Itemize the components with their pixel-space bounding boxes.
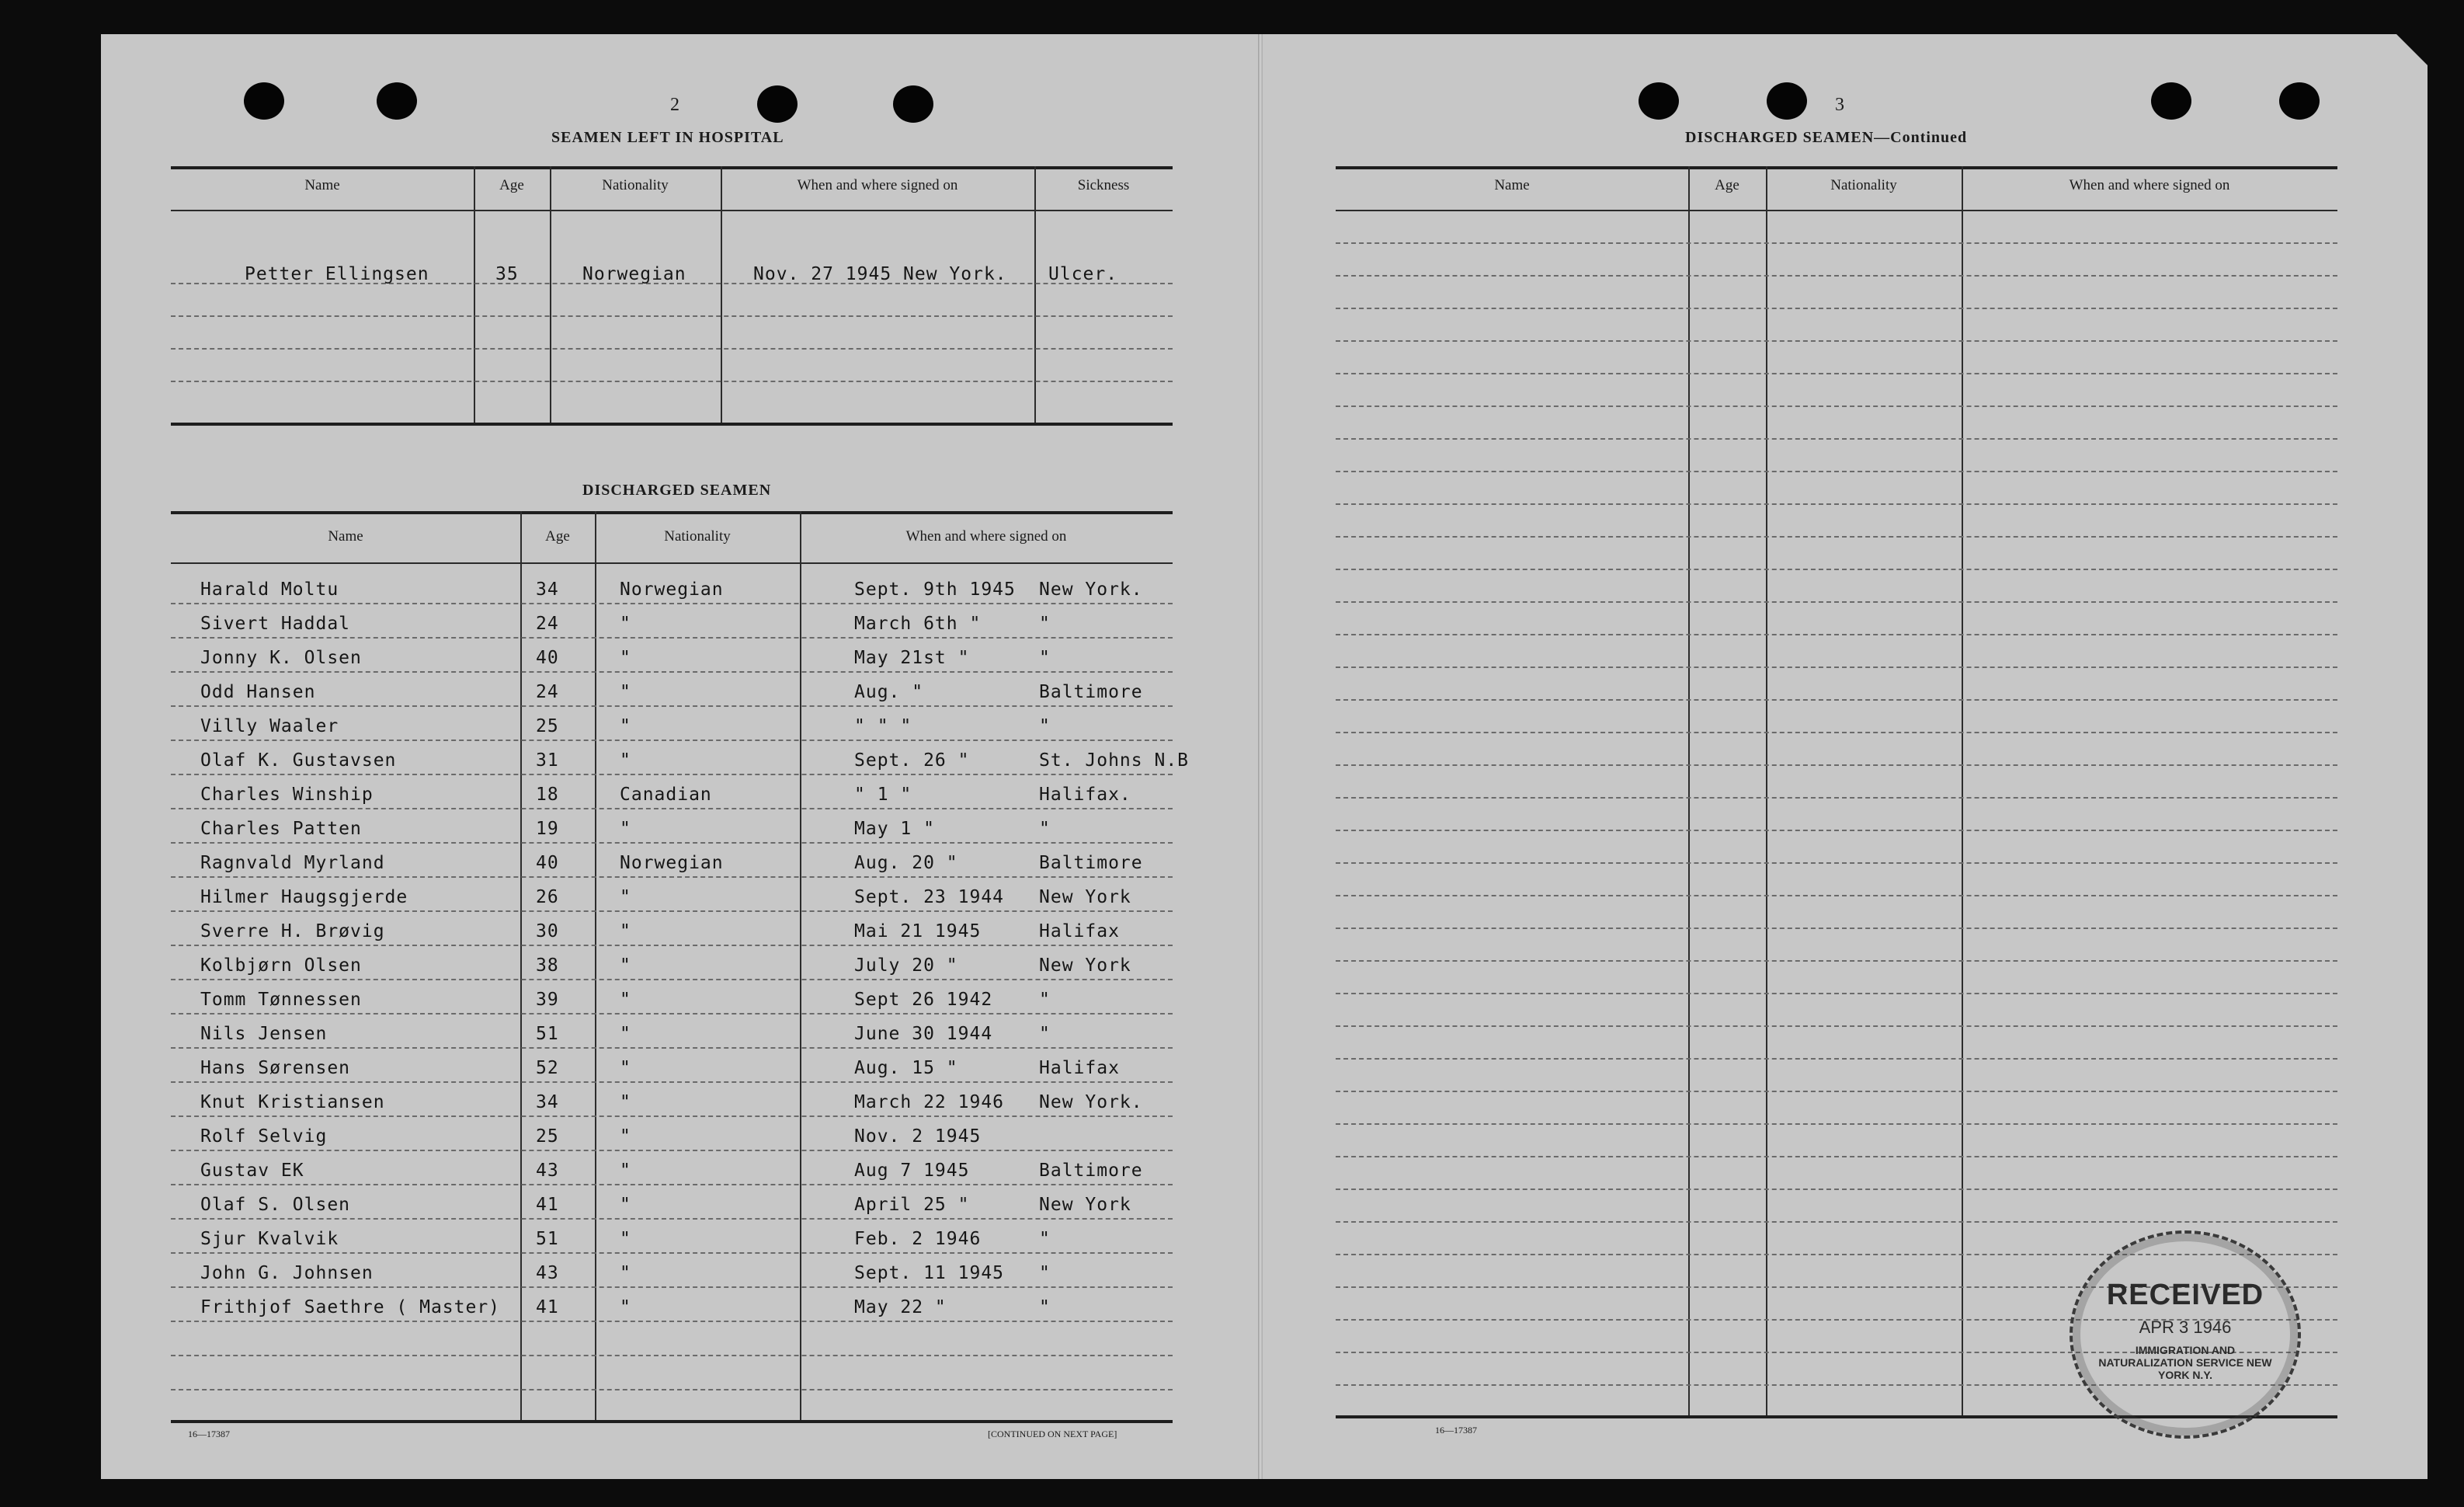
row-rule (171, 910, 1173, 912)
row-rule (171, 1355, 1173, 1356)
row-rule (1336, 634, 2337, 635)
row-name: Rolf Selvig (200, 1126, 328, 1147)
row-signed-on-place: " (1039, 1024, 1051, 1044)
row-name: Charles Winship (200, 785, 374, 805)
row-rule (171, 876, 1173, 878)
row-name: Charles Patten (200, 819, 362, 839)
continued-note: [CONTINUED ON NEXT PAGE] (988, 1429, 1117, 1439)
row-rule (1336, 1091, 2337, 1092)
row-nationality: " (620, 887, 631, 907)
row-rule (1336, 830, 2337, 831)
row-rule (171, 671, 1173, 673)
row-age: 39 (536, 990, 559, 1010)
row-age: 41 (536, 1195, 559, 1215)
row-signed-on-date: Sept. 23 1944 (854, 887, 1005, 907)
row-rule (1336, 242, 2337, 244)
row-rule (1336, 1221, 2337, 1223)
row-rule (1336, 438, 2337, 440)
row-signed-on-date: Aug. " (854, 682, 924, 702)
row-signed-on-place: Baltimore (1039, 682, 1143, 702)
row-rule (171, 1389, 1173, 1390)
row-signed-on-date: March 6th " (854, 614, 982, 634)
stamp-received-text: RECEIVED (2106, 1279, 2264, 1311)
row-rule (1336, 666, 2337, 668)
row-signed-on-date: " " " (854, 716, 912, 736)
row-nationality: " (620, 921, 631, 941)
row-age: 25 (536, 716, 559, 736)
row-signed-on-place: " (1039, 819, 1051, 839)
column-divider (1962, 166, 1963, 1415)
row-signed-on-date: Aug. 15 " (854, 1058, 958, 1078)
hospital-section-title: SEAMEN LEFT IN HOSPITAL (551, 129, 784, 146)
row-signed-on-place: " (1039, 1229, 1051, 1249)
row-rule (1336, 1058, 2337, 1060)
left-page (101, 34, 1258, 1479)
row-rule (171, 979, 1173, 980)
row-signed-on-date: Aug 7 1945 (854, 1161, 970, 1181)
rule (171, 1420, 1173, 1423)
row-age: 25 (536, 1126, 559, 1147)
row-rule (1336, 699, 2337, 701)
row-name: Tomm Tønnessen (200, 990, 362, 1010)
row-name: Hans Sørensen (200, 1058, 351, 1078)
rule (1336, 166, 2337, 169)
row-signed-on-date: Sept. 9th 1945 (854, 579, 1016, 600)
row-nationality: " (620, 682, 631, 702)
row-age: 24 (536, 614, 559, 634)
row-signed-on-place: New York. (1039, 579, 1143, 600)
row-signed-on-date: May 21st " (854, 648, 970, 668)
row-signed-on-place: Halifax. (1039, 785, 1131, 805)
row-rule (1336, 1189, 2337, 1190)
row-signed-on-place: " (1039, 1297, 1051, 1317)
rule (171, 166, 1173, 169)
row-rule (171, 1286, 1173, 1288)
row-nationality: " (620, 750, 631, 771)
row-signed-on-place: St. Johns N.B (1039, 750, 1190, 771)
discharged-continued-title: DISCHARGED SEAMEN—Continued (1685, 129, 1968, 146)
row-nationality: " (620, 1058, 631, 1078)
row-name: Frithjof Saethre ( Master) (200, 1297, 501, 1317)
row-rule (171, 740, 1173, 741)
row-name: Olaf S. Olsen (200, 1195, 351, 1215)
row-rule (171, 348, 1173, 350)
column-header-signed-on: When and where signed on (797, 177, 958, 193)
hospital-row-sickness: Ulcer. (1048, 264, 1118, 284)
row-signed-on-date: May 22 " (854, 1297, 947, 1317)
row-rule (1336, 1156, 2337, 1157)
row-rule (171, 842, 1173, 844)
row-signed-on-place: " (1039, 648, 1051, 668)
row-name: Sjur Kvalvik (200, 1229, 339, 1249)
row-signed-on-place: " (1039, 990, 1051, 1010)
row-rule (1336, 993, 2337, 994)
row-name: Olaf K. Gustavsen (200, 750, 397, 771)
row-signed-on-place: Halifax (1039, 921, 1120, 941)
row-rule (171, 1081, 1173, 1083)
row-signed-on-date: July 20 " (854, 955, 958, 976)
row-nationality: Canadian (620, 785, 712, 805)
row-age: 52 (536, 1058, 559, 1078)
row-age: 30 (536, 921, 559, 941)
column-header-nationality: Nationality (664, 528, 731, 545)
row-rule (1336, 732, 2337, 733)
row-nationality: " (620, 819, 631, 839)
row-age: 34 (536, 1092, 559, 1112)
row-signed-on-date: Feb. 2 1946 (854, 1229, 982, 1249)
form-number: 16—17387 (188, 1429, 230, 1439)
row-name: Kolbjørn Olsen (200, 955, 362, 976)
row-nationality: " (620, 716, 631, 736)
column-header-age: Age (545, 528, 570, 545)
row-rule (171, 1150, 1173, 1151)
row-rule (1336, 308, 2337, 309)
row-signed-on-place: New York. (1039, 1092, 1143, 1112)
row-nationality: Norwegian (620, 579, 724, 600)
row-name: Gustav EK (200, 1161, 304, 1181)
rule (171, 423, 1173, 426)
row-age: 31 (536, 750, 559, 771)
page-number: 3 (1835, 95, 1844, 115)
column-header-nationality: Nationality (1830, 177, 1897, 193)
column-header-signed-on: When and where signed on (905, 528, 1067, 545)
row-rule (1336, 764, 2337, 766)
row-rule (1336, 373, 2337, 374)
row-signed-on-date: April 25 " (854, 1195, 970, 1215)
hospital-row-age: 35 (495, 264, 519, 284)
row-signed-on-place: New York (1039, 887, 1131, 907)
row-age: 26 (536, 887, 559, 907)
column-header-age: Age (499, 177, 524, 193)
row-name: Nils Jensen (200, 1024, 328, 1044)
row-name: Hilmer Haugsgjerde (200, 887, 408, 907)
rule (171, 210, 1173, 211)
hospital-row-nationality: Norwegian (582, 264, 686, 284)
column-divider (520, 511, 522, 1420)
row-name: Odd Hansen (200, 682, 316, 702)
row-nationality: " (620, 1195, 631, 1215)
row-signed-on-date: Sept 26 1942 (854, 990, 993, 1010)
row-age: 51 (536, 1024, 559, 1044)
row-age: 40 (536, 853, 559, 873)
column-header-age: Age (1715, 177, 1739, 193)
row-rule (1336, 862, 2337, 864)
row-rule (171, 705, 1173, 707)
row-nationality: Norwegian (620, 853, 724, 873)
column-divider (474, 166, 475, 423)
row-name: John G. Johnsen (200, 1263, 374, 1283)
row-signed-on-place: " (1039, 1263, 1051, 1283)
row-age: 43 (536, 1263, 559, 1283)
column-divider (1766, 166, 1767, 1415)
row-rule (1336, 928, 2337, 929)
row-signed-on-place: Baltimore (1039, 853, 1143, 873)
received-stamp (2070, 1230, 2301, 1439)
row-nationality: " (620, 1024, 631, 1044)
row-name: Sverre H. Brøvig (200, 921, 385, 941)
row-nationality: " (620, 614, 631, 634)
column-header-name: Name (328, 528, 363, 545)
row-nationality: " (620, 648, 631, 668)
row-name: Knut Kristiansen (200, 1092, 385, 1112)
row-signed-on-place: Halifax (1039, 1058, 1120, 1078)
row-age: 19 (536, 819, 559, 839)
row-name: Sivert Haddal (200, 614, 351, 634)
row-nationality: " (620, 1092, 631, 1112)
row-rule (171, 1013, 1173, 1015)
row-age: 51 (536, 1229, 559, 1249)
row-rule (1336, 340, 2337, 342)
row-signed-on-date: March 22 1946 (854, 1092, 1005, 1112)
row-rule (1336, 797, 2337, 799)
row-age: 24 (536, 682, 559, 702)
row-signed-on-date: June 30 1944 (854, 1024, 993, 1044)
row-nationality: " (620, 1229, 631, 1249)
row-rule (171, 381, 1173, 382)
row-signed-on-date: Sept. 11 1945 (854, 1263, 1005, 1283)
document-paper (101, 34, 2428, 1479)
column-header-signed-on: When and where signed on (2069, 177, 2230, 193)
row-rule (1336, 1123, 2337, 1125)
row-nationality: " (620, 955, 631, 976)
stamp-agency-text: IMMIGRATION AND NATURALIZATION SERVICE NEW YORK N.Y. (2098, 1344, 2272, 1381)
discharged-section-title: DISCHARGED SEAMEN (582, 482, 772, 499)
row-signed-on-date: Mai 21 1945 (854, 921, 982, 941)
row-rule (171, 1218, 1173, 1220)
column-divider (1034, 166, 1036, 423)
row-rule (171, 808, 1173, 809)
row-rule (171, 774, 1173, 775)
row-age: 18 (536, 785, 559, 805)
row-nationality: " (620, 1297, 631, 1317)
column-divider (721, 166, 722, 423)
row-rule (1336, 405, 2337, 407)
row-age: 34 (536, 579, 559, 600)
column-divider (550, 166, 551, 423)
row-rule (171, 1047, 1173, 1049)
column-header-name: Name (304, 177, 340, 193)
row-name: Ragnvald Myrland (200, 853, 385, 873)
row-age: 40 (536, 648, 559, 668)
column-header-nationality: Nationality (602, 177, 669, 193)
row-rule (171, 603, 1173, 604)
row-rule (1336, 569, 2337, 570)
column-divider (800, 511, 801, 1420)
row-rule (171, 315, 1173, 317)
row-rule (1336, 471, 2337, 472)
row-name: Jonny K. Olsen (200, 648, 362, 668)
hospital-row-signed-on: Nov. 27 1945 New York. (753, 264, 1007, 284)
row-age: 38 (536, 955, 559, 976)
row-rule (171, 945, 1173, 946)
column-divider (1688, 166, 1690, 1415)
rule (171, 511, 1173, 514)
row-signed-on-date: Nov. 2 1945 (854, 1126, 982, 1147)
column-divider (595, 511, 596, 1420)
row-rule (1336, 601, 2337, 603)
row-nationality: " (620, 1161, 631, 1181)
stamp-date-text: APR 3 1946 (2139, 1317, 2232, 1337)
row-age: 41 (536, 1297, 559, 1317)
row-rule (1336, 1025, 2337, 1027)
row-name: Harald Moltu (200, 579, 339, 600)
row-age: 43 (536, 1161, 559, 1181)
row-signed-on-place: " (1039, 614, 1051, 634)
row-signed-on-date: Sept. 26 " (854, 750, 970, 771)
rule (1336, 210, 2337, 211)
rule (171, 562, 1173, 564)
row-rule (171, 1115, 1173, 1117)
row-rule (1336, 503, 2337, 505)
row-nationality: " (620, 990, 631, 1010)
row-rule (1336, 895, 2337, 896)
row-rule (1336, 536, 2337, 538)
row-name: Villy Waaler (200, 716, 339, 736)
hospital-row-name: Petter Ellingsen (245, 264, 429, 284)
row-signed-on-date: May 1 " (854, 819, 935, 839)
row-nationality: " (620, 1126, 631, 1147)
form-number: 16—17387 (1435, 1425, 1477, 1436)
row-signed-on-place: " (1039, 716, 1051, 736)
row-rule (171, 1252, 1173, 1254)
row-rule (171, 1321, 1173, 1322)
row-rule (171, 637, 1173, 639)
row-signed-on-place: New York (1039, 955, 1131, 976)
row-signed-on-place: Baltimore (1039, 1161, 1143, 1181)
column-header-sickness: Sickness (1077, 177, 1130, 193)
column-header-name: Name (1494, 177, 1530, 193)
row-signed-on-place: New York (1039, 1195, 1131, 1215)
row-rule (171, 1184, 1173, 1185)
page-number: 2 (670, 95, 679, 115)
row-signed-on-date: Aug. 20 " (854, 853, 958, 873)
row-rule (1336, 960, 2337, 962)
row-rule (1336, 275, 2337, 277)
row-signed-on-date: " 1 " (854, 785, 912, 805)
row-nationality: " (620, 1263, 631, 1283)
